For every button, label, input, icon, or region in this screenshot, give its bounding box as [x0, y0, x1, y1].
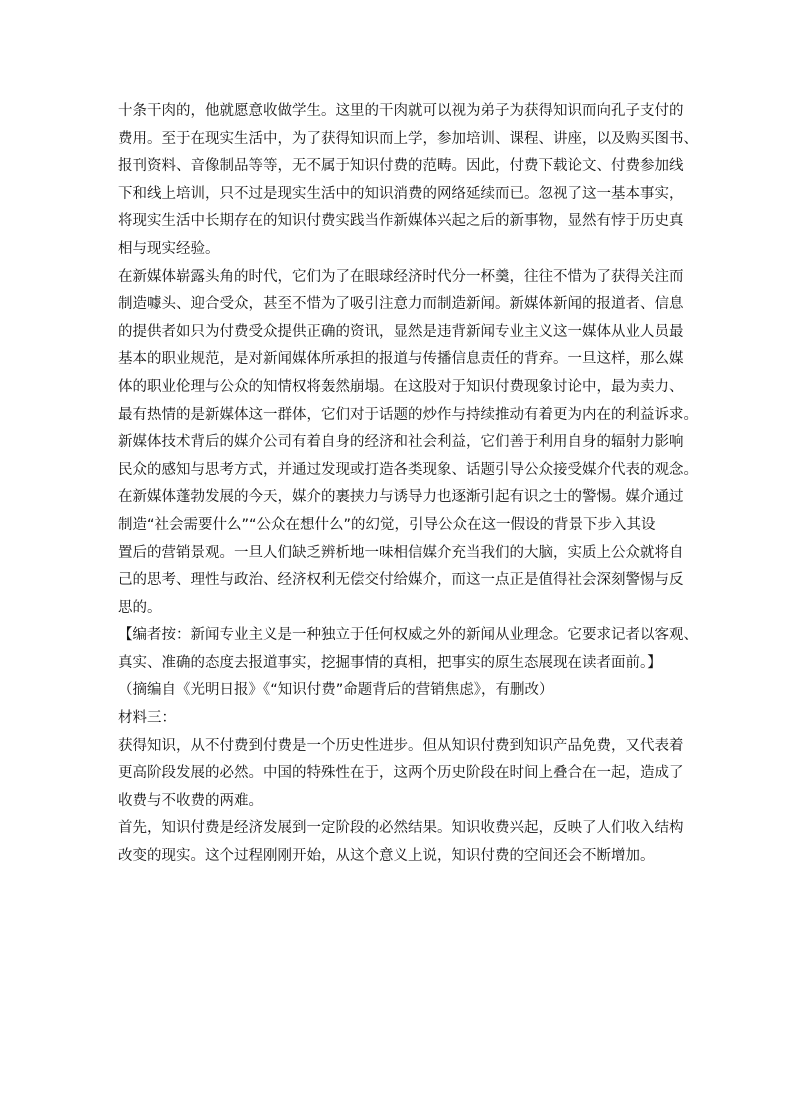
text-line: 在新媒体崭露头角的时代，它们为了在眼球经济时代分一杯羹，往往不惜为了获得关注而 [118, 268, 684, 285]
text-line: 收费与不收费的两难。 [118, 792, 263, 809]
text-line: 报刊资料、音像制品等等，无不属于知识付费的范畴。因此，付费下载论文、付费参加线 [118, 158, 684, 175]
text-line: 制造噱头、迎合受众，甚至不惜为了吸引注意力而制造新闻。新媒体新闻的报道者、信息 [118, 296, 684, 313]
text-line: 改变的现实。这个过程刚刚开始，从这个意义上说，知识付费的空间还会不断增加。 [118, 848, 655, 865]
text-line: 获得知识，从不付费到付费是一个历史性进步。但从知识付费到知识产品免费，又代表着 [118, 737, 684, 754]
text-line: 将现实生活中长期存在的知识付费实践当作新媒体兴起之后的新事物，显然有悖于历史真 [118, 213, 684, 230]
editor-note-line: 真实、准确的态度去报道事实，挖掘事情的真相，把事实的原生态展现在读者面前。】 [118, 654, 662, 671]
text-line: 制造“社会需要什么”“公众在想什么”的幻觉，引导公众在这一假设的背景下步入其设 [118, 516, 656, 533]
text-line: 相与现实经验。 [118, 240, 220, 257]
text-line: 新媒体技术背后的媒介公司有着自身的经济和社会利益，它们善于利用自身的辐射力影响 [118, 434, 684, 451]
text-line: 民众的感知与思考方式，并通过发现或打造各类现象、话题引导公众接受媒介代表的观念。 [118, 461, 698, 478]
text-line: 在新媒体蓬勃发展的今天，媒介的裹挟力与诱导力也逐渐引起有识之士的警惕。媒介通过 [118, 489, 684, 506]
section-heading: 材料三： [118, 710, 176, 727]
text-line: 的提供者如只为付费受众提供正确的资讯，显然是违背新闻专业主义这一媒体从业人员最 [118, 323, 684, 340]
text-line: 置后的营销景观。一旦人们缺乏辨析地一味相信媒介充当我们的大脑，实质上公众就将自 [118, 544, 684, 561]
text-line: 首先，知识付费是经济发展到一定阶段的必然结果。知识收费兴起，反映了人们收入结构 [118, 820, 684, 837]
text-line: 十条干肉的，他就愿意收做学生。这里的干肉就可以视为弟子为获得知识而向孔子支付的 [118, 103, 684, 119]
editor-note-line: 【编者按：新闻专业主义是一种独立于任何权威之外的新闻从业理念。它要求记者以客观、 [118, 627, 698, 644]
text-line: 基本的职业规范，是对新闻媒体所承担的报道与传播信息责任的背弃。一旦这样，那么媒 [118, 351, 684, 368]
text-line: 费用。至于在现实生活中，为了获得知识而上学，参加培训、课程、讲座，以及购买图书、 [118, 130, 698, 147]
text-line: 己的思考、理性与政治、经济权利无偿交付给媒介，而这一点正是值得社会深刻警惕与反 [118, 572, 684, 589]
text-line: 体的职业伦理与公众的知情权将轰然崩塌。在这股对于知识付费现象讨论中，最为卖力、 [118, 378, 684, 395]
text-line: 下和线上培训，只不过是现实生活中的知识消费的网络延续而已。忽视了这一基本事实， [118, 185, 684, 202]
source-citation: （摘编自《光明日报》《“知识付费”命题背后的营销焦虑》，有删改） [118, 682, 554, 699]
document-body [118, 98, 698, 871]
text-line: 思的。 [118, 599, 162, 616]
text-line: 最有热情的是新媒体这一群体，它们对于话题的炒作与持续推动有着更为内在的利益诉求。 [118, 406, 698, 423]
text-line: 更高阶段发展的必然。中国的特殊性在于，这两个历史阶段在时间上叠合在一起，造成了 [118, 765, 684, 782]
